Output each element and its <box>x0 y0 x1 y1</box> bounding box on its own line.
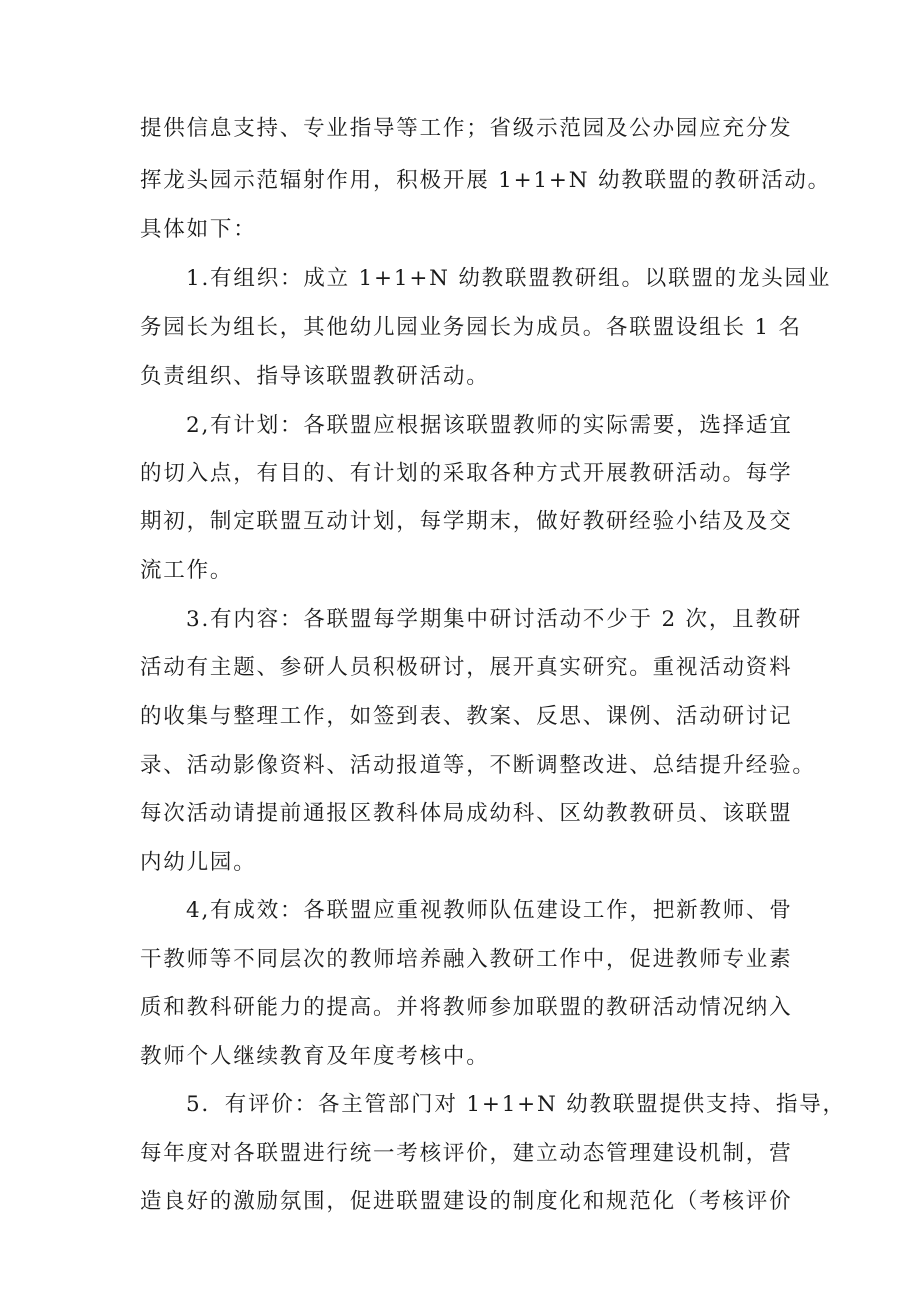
text-line: 造良好的激励氛围，促进联盟建设的制度化和规范化（考核评价 <box>140 1189 793 1214</box>
list-item-2-line: 2,有计划：各联盟应根据该联盟教师的实际需要，选择适宜 <box>186 413 793 438</box>
text-line: 期初，制定联盟互动计划，每学期末，做好教研经验小结及及交 <box>140 509 793 534</box>
list-item-4-line: 4,有成效：各联盟应重视教师队伍建设工作，把新教师、骨 <box>186 898 793 923</box>
text-line: 每次活动请提前通报区教科体局成幼科、区幼教教研员、该联盟 <box>140 801 793 826</box>
text-line: 录、活动影像资料、活动报道等，不断调整改进、总结提升经验。 <box>140 753 816 778</box>
text-line: 教师个人继续教育及年度考核中。 <box>140 1044 490 1069</box>
text-line: 提供信息支持、专业指导等工作；省级示范园及公办园应充分发 <box>140 116 793 141</box>
list-item-5-line: 5．有评价：各主管部门对 1+1+N 幼教联盟提供支持、指导， <box>186 1092 846 1117</box>
text-line: 质和教科研能力的提高。并将教师参加联盟的教研活动情况纳入 <box>140 995 793 1020</box>
text-line: 每年度对各联盟进行统一考核评价，建立动态管理建设机制，营 <box>140 1141 793 1166</box>
text-line: 的切入点，有目的、有计划的采取各种方式开展教研活动。每学 <box>140 461 793 486</box>
text-line: 流工作。 <box>140 558 234 583</box>
text-line: 的收集与整理工作，如签到表、教案、反思、课例、活动研讨记 <box>140 704 793 729</box>
text-line: 挥龙头园示范辐射作用，积极开展 1+1+N 幼教联盟的教研活动。 <box>140 168 831 193</box>
text-line: 内幼儿园。 <box>140 850 257 875</box>
text-line: 务园长为组长，其他幼儿园业务园长为成员。各联盟设组长 1 名 <box>140 315 802 340</box>
list-item-1-line: 1.有组织：成立 1+1+N 幼教联盟教研组。以联盟的龙头园业 <box>186 266 832 291</box>
text-line: 干教师等不同层次的教师培养融入教研工作中，促进教师专业素 <box>140 947 793 972</box>
text-line: 具体如下： <box>140 217 257 242</box>
text-line: 活动有主题、参研人员积极研讨，展开真实研究。重视活动资料 <box>140 655 793 680</box>
text-line: 负责组织、指导该联盟教研活动。 <box>140 364 490 389</box>
list-item-3-line: 3.有内容：各联盟每学期集中研讨活动不少于 2 次，且教研 <box>186 607 803 632</box>
